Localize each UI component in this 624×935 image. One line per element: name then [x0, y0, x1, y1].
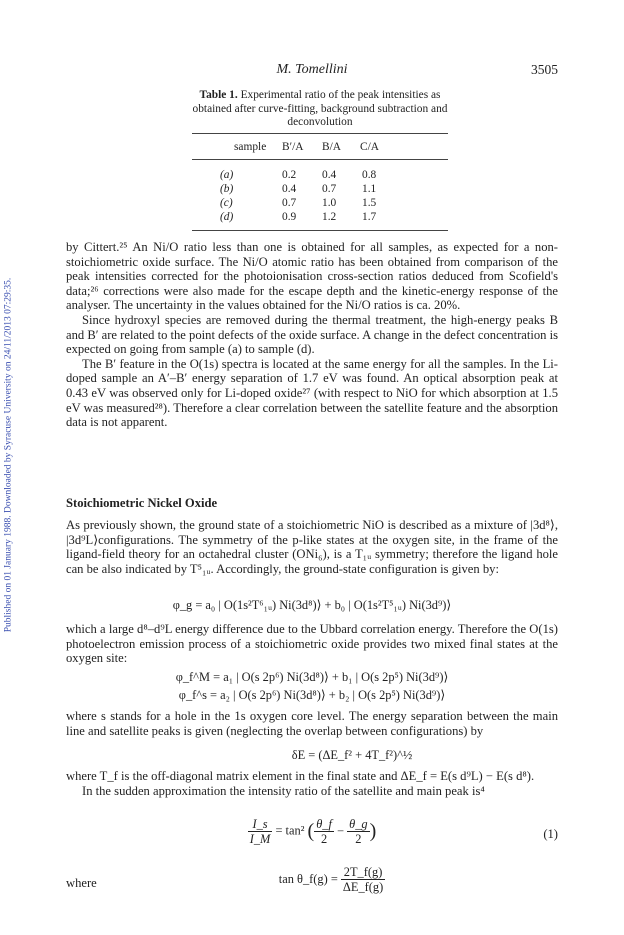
minus-sign: − [333, 824, 348, 838]
paragraph-energy-separation: where s stands for a hole in the 1s oxygen core level. The energy separation between the main line and satellite peaks is given (neglecting the overlap between configurations) by [66, 709, 558, 738]
equation-final-satellite: φ_f^s = a₂ | O(s 2p⁶) Ni(3d⁸)⟩ + b₂ | O(s 2p⁵) Ni(3d⁹)⟩ [178, 688, 446, 702]
fraction-denominator: I_M [249, 832, 271, 846]
fraction-denominator: 2 [355, 832, 362, 846]
fraction-numerator: 2T_f(g) [341, 865, 385, 880]
download-stamp-text: Published on 01 January 1988. Downloaded by Syracuse University on 24/11/2013 07:29:35. [3, 277, 14, 633]
paragraph-ground-state: As previously shown, the ground state of a stoichiometric NiO is described as a mixture of |3d⁸⟩, |3d⁹L⟩configurations. The symmetry of the p-like states at the oxygen site, in the frame of the ligand-field theory for an octahedral cluster (ONi₆), is a T₁ᵤ symmetry; therefore the ligand hole can be also indicated by T⁵₁ᵤ. Accordingly, the ground-state configuration is given by: [66, 518, 558, 576]
table-caption-text: Experimental ratio of the peak intensities as obtained after curve-fitting, background subtraction and deconvolution [192, 89, 448, 129]
tan-lhs: tan θ_f(g) = [278, 872, 341, 886]
table-cell: 0.4 [282, 183, 297, 195]
paragraph-sudden-approx: In the sudden approximation the intensity ratio of the satellite and main peak is⁴ [82, 783, 485, 798]
table-cell: 0.7 [282, 197, 297, 209]
table-top-rule [192, 133, 448, 134]
table-cell: 1.2 [322, 211, 337, 223]
table-cell: 1.5 [362, 197, 377, 209]
fraction-numerator: θ_g [349, 817, 368, 831]
equation-operator: = tan² [272, 823, 308, 838]
table-header-bprime-a: B′/A [282, 141, 304, 153]
fraction-numerator: θ_f [316, 817, 332, 831]
table-cell: (c) [220, 197, 233, 209]
running-head-author: M. Tomellini [276, 62, 348, 77]
body-block-2 [66, 518, 558, 576]
fraction-denominator: 2 [320, 832, 328, 846]
table-cell: (d) [220, 211, 234, 223]
table-header-sample: sample [234, 141, 267, 153]
table-cell: 1.1 [362, 183, 377, 195]
table-cell: 0.7 [322, 183, 337, 195]
fraction-tan [341, 865, 385, 894]
equation-number: (1) [543, 827, 558, 841]
equation-intensity-ratio [0, 817, 624, 846]
table-cell: 0.4 [322, 169, 337, 181]
equation-tan-theta [20, 865, 624, 894]
paragraph-final-states: which a large d⁸–d⁹L energy difference due to the Ubbard correlation energy. Therefore the O(1s) photoelectron emission process of a stoichiometric oxide provides two mixed final states at the oxygen site: [66, 622, 558, 666]
table-cell: (a) [220, 169, 234, 181]
table-header-rule [192, 159, 448, 160]
table-caption [192, 89, 448, 130]
fraction-intensity [248, 817, 273, 846]
paren-open: ( [307, 820, 315, 842]
body-block-1 [66, 240, 558, 430]
table-cell: 0.8 [362, 169, 377, 181]
page-number: 3505 [531, 62, 558, 77]
paragraph-offdiagonal: where T_f is the off-diagonal matrix element in the final state and ΔE_f = E(s d⁹L) − E(s d⁸). [66, 769, 535, 783]
table-bottom-rule [192, 230, 448, 231]
fraction-numerator: I_s [248, 817, 273, 832]
table-cell: (b) [220, 183, 234, 195]
section-heading: Stoichiometric Nickel Oxide [66, 496, 218, 510]
paragraph-bprime: The B′ feature in the O(1s) spectra is located at the same energy for all the samples. In the Li-doped sample an A′–B′ energy separation of 1.7 eV was found. An optical absorption peak at 0.43 eV was observed only for Li-doped oxide²⁷ (with respect to NiO for which absorption at 1.5 eV was measured²⁸). Therefore a clear correlation between the satellite feature and the absorption data is not apparent. [66, 356, 558, 430]
table-cell: 1.0 [322, 197, 337, 209]
body-block-4 [66, 709, 558, 738]
paragraph-hydroxyl: Since hydroxyl species are removed during the thermal treatment, the high-energy peaks B and B′ are related to the point defects of the oxide surface. A change in the defect concentration is expected on going from sample (a) to sample (d). [66, 312, 558, 357]
table-header-b-a: B/A [322, 141, 341, 153]
paren-close: ) [369, 820, 377, 842]
table-cell: 0.9 [282, 211, 297, 223]
body-block-3 [66, 622, 558, 666]
equation-delta-e: δE = (ΔE_f² + 4T_f²)^½ [291, 748, 413, 762]
table-header-c-a: C/A [360, 141, 379, 153]
fraction-denominator: ΔE_f(g) [342, 880, 384, 894]
table-cell: 0.2 [282, 169, 297, 181]
table-caption-label: Table 1. [199, 89, 238, 101]
where-label: where [66, 876, 97, 890]
fraction-theta-f [314, 817, 334, 846]
equation-ground-state: φ_g = a₀ | O(1s²T⁶₁ᵤ) Ni(3d⁸)⟩ + b₀ | O(1s²T⁵₁ᵤ) Ni(3d⁹)⟩ [172, 598, 452, 612]
body-block-5 [66, 769, 558, 798]
equation-final-main: φ_f^M = a₁ | O(s 2p⁶) Ni(3d⁸)⟩ + b₁ | O(s 2p⁵) Ni(3d⁹)⟩ [175, 670, 449, 684]
table-cell: 1.7 [362, 211, 377, 223]
page-header [0, 62, 624, 78]
paragraph-cittert: by Cittert.²⁵ An Ni/O ratio less than one is obtained for all samples, as expected for a non-stoichiometric oxide surface. The Ni/O atomic ratio has been obtained from comparison of the peak intensities corrected for the photoionisation cross-section ratios deduced from Scofield's data;²⁶ corrections were also made for the escape depth and the kinetic-energy response of the analyser. The uncertainty in the values obtained for the Ni/O ratios is ca. 20%. [66, 240, 558, 313]
download-stamp [2, 160, 14, 750]
fraction-theta-g [347, 817, 369, 846]
